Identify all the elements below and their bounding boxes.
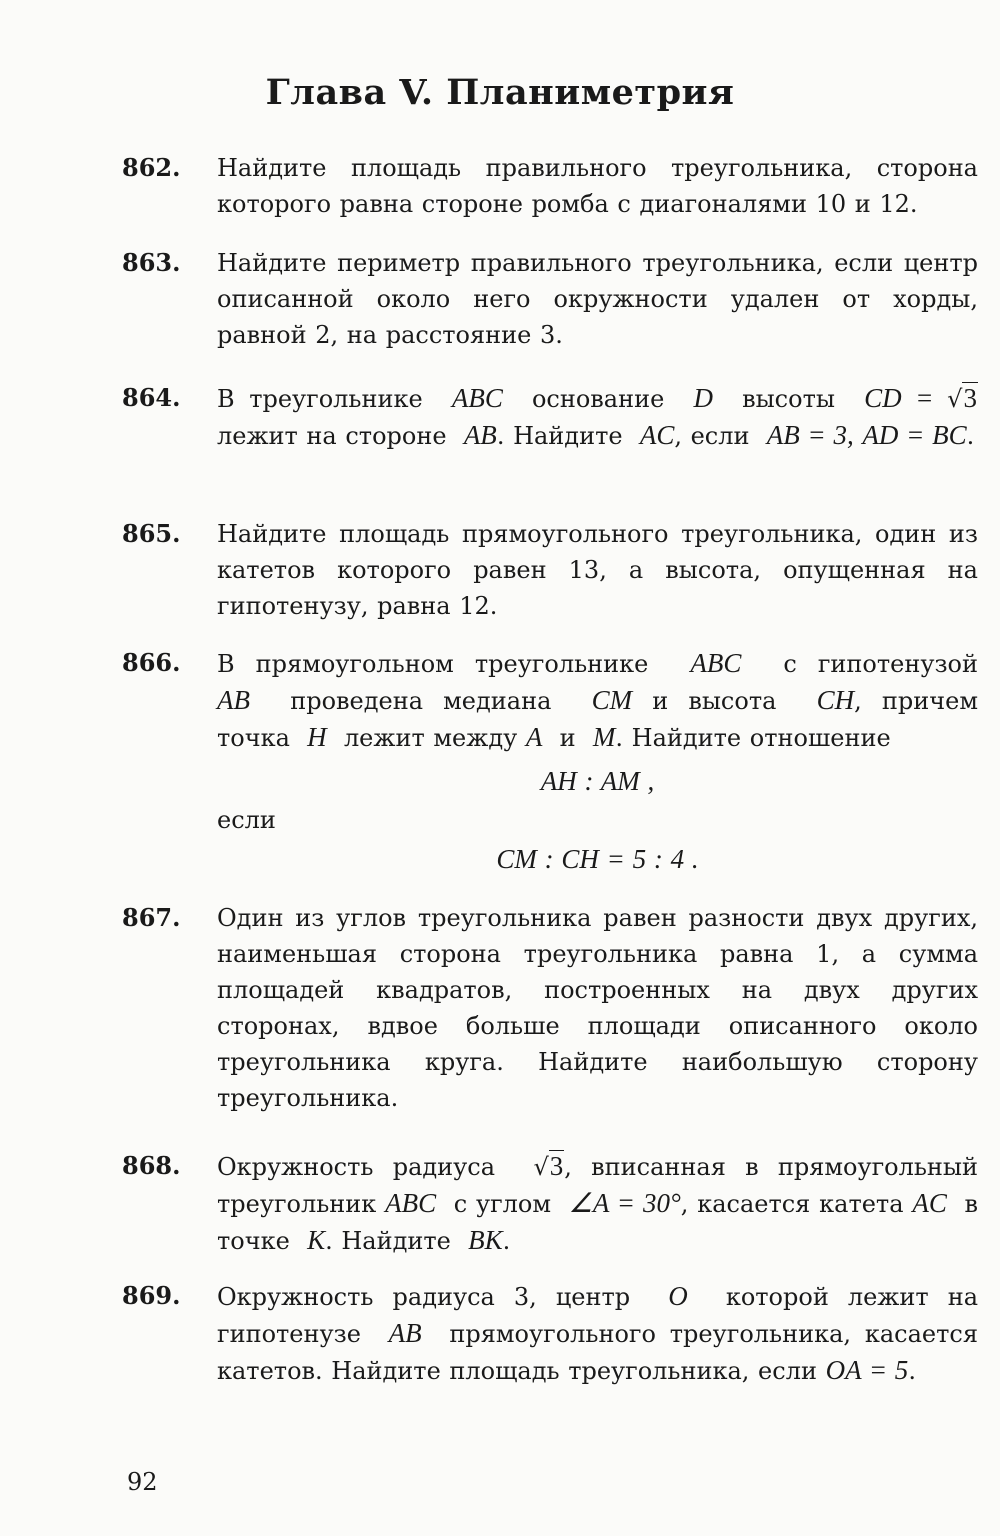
math-var: BK	[468, 1225, 503, 1255]
problem-text: Один из углов треугольника равен разности двух других, наименьшая сторона треугольника равна 1, а сумма площадей квадратов, построенных на двух других сторонах, вдвое больше площади описанного около треугольника круга. Найдите наибольшую сторону треугольника.	[217, 904, 978, 1112]
math-var: ABC	[385, 1188, 437, 1218]
text-fragment: высоты	[742, 385, 835, 413]
math-expr: AD = BC	[862, 420, 967, 450]
problem-text	[217, 645, 978, 756]
page-number: 92	[127, 1468, 158, 1496]
math-var: AC	[639, 420, 675, 450]
math-expr: AB = 3,	[766, 420, 854, 450]
math-expr: CD =	[864, 383, 948, 413]
text-fragment: .	[908, 1357, 916, 1385]
problem-number: 867.	[122, 903, 181, 932]
text-fragment: основание	[531, 385, 665, 413]
math-expr: OA = 5	[825, 1355, 909, 1385]
text-fragment: В прямоугольном треугольнике	[217, 650, 649, 678]
math-var: D	[693, 383, 713, 413]
text-fragment: . Найдите	[325, 1227, 451, 1255]
sqrt-radicand: 3	[963, 383, 977, 413]
math-var: ABC	[451, 383, 503, 413]
text-fragment: и высота	[652, 687, 777, 715]
text-fragment: , если	[674, 422, 750, 450]
text-fragment: , причем точка	[217, 687, 978, 752]
problem-number: 868.	[122, 1151, 181, 1180]
text-fragment: Окружность радиуса	[217, 1153, 496, 1181]
problem-text: Найдите площадь прямоугольного треугольника, один из катетов которого равен 13, а высота, опущенная на гипотенузу, равна 12.	[217, 520, 978, 620]
text-fragment: в точке	[217, 1190, 978, 1255]
problem-text: Найдите периметр правильного треугольника, если центр описанной около него окружности удален от хорды, равной 2, на расстояние 3.	[217, 249, 978, 349]
math-var: AB	[388, 1318, 422, 1348]
math-var: A	[525, 722, 543, 752]
text-fragment: , вписанная в прямоугольный треугольник	[217, 1153, 979, 1218]
chapter-title: Глава V. Планиметрия	[265, 72, 735, 113]
problem-text: Найдите площадь правильного треугольника, сторона которого равна стороне ромба с диагоналями 10 и 12.	[217, 154, 978, 218]
problem-number: 864.	[122, 383, 181, 412]
text-fragment: В треугольнике	[217, 385, 423, 413]
math-var: CM	[591, 685, 633, 715]
text-fragment: Окружность радиуса 3, центр	[217, 1283, 631, 1311]
math-expr: AH : AM ,	[540, 766, 655, 796]
math-var: H	[307, 722, 327, 752]
text-fragment: .	[966, 422, 975, 450]
problem-number: 863.	[122, 248, 181, 277]
math-expr: ∠A = 30°	[568, 1188, 681, 1218]
math-var: M	[592, 722, 616, 752]
math-var: CH	[816, 685, 855, 715]
problem-number: 862.	[122, 153, 181, 182]
text-fragment: с углом	[453, 1190, 552, 1218]
problem-number: 866.	[122, 648, 181, 677]
problem-text	[217, 1278, 978, 1389]
display-formula	[217, 841, 978, 878]
math-var: AC	[912, 1188, 947, 1218]
problem-number: 865.	[122, 519, 181, 548]
text-fragment: с гипотенузой	[783, 650, 979, 678]
text-fragment: если	[217, 806, 276, 834]
math-var: ABC	[690, 648, 742, 678]
text-fragment: и	[559, 724, 576, 752]
display-formula	[217, 763, 978, 800]
text-fragment: лежит между	[343, 724, 518, 752]
text-fragment: . Найдите	[496, 422, 623, 450]
text-fragment: прямоугольного треугольника, касается катетов. Найдите площадь треугольника, если	[217, 1320, 978, 1385]
text-fragment: лежит на стороне	[217, 422, 447, 450]
math-var: K	[307, 1225, 326, 1255]
math-expr: CM : CH = 5 : 4 .	[496, 844, 699, 874]
math-var: AB	[463, 420, 497, 450]
sqrt-symbol: √3	[947, 383, 977, 413]
text-fragment: . Найдите отношение	[615, 724, 891, 752]
text-fragment: которой лежит на гипотенузе	[217, 1283, 979, 1348]
sqrt-symbol: √3	[533, 1151, 564, 1181]
math-var: AB	[217, 685, 250, 715]
problem-number: 869.	[122, 1281, 181, 1310]
problem-text	[217, 1148, 978, 1259]
math-var: O	[668, 1281, 688, 1311]
text-fragment: , касается катета	[680, 1190, 904, 1218]
text-fragment: проведена медиана	[290, 687, 552, 715]
text-fragment: .	[502, 1227, 511, 1255]
problem-text	[217, 380, 978, 454]
sqrt-radicand: 3	[549, 1151, 564, 1181]
